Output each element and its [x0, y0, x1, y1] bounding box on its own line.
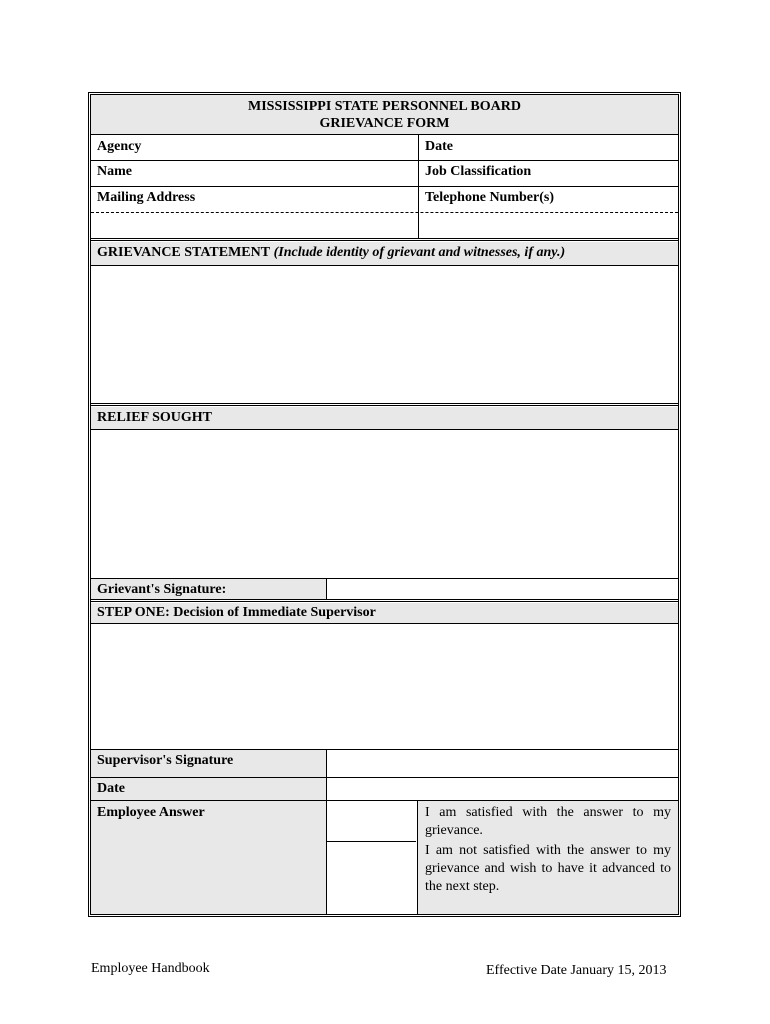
title-line-2: GRIEVANCE FORM	[319, 116, 450, 131]
supervisor-signature-label: Supervisor's Signature	[97, 753, 234, 768]
supervisor-signature-field[interactable]	[327, 750, 678, 777]
telephone-field[interactable]	[425, 189, 675, 206]
answer-options-cell	[418, 801, 678, 914]
date-label: Date	[425, 139, 453, 154]
mailing-address-label: Mailing Address	[97, 190, 196, 205]
option-not-satisfied-text: I am not satisfied with the answer to my grievance and wish to have it advanced to the next step.	[425, 843, 671, 894]
footer-right: Effective Date January 15, 2013	[486, 963, 667, 978]
grievance-statement-area[interactable]	[91, 266, 678, 403]
agency-field[interactable]	[97, 138, 417, 155]
job-classification-field[interactable]	[425, 163, 675, 180]
name-field[interactable]	[97, 163, 417, 180]
form-title	[91, 95, 678, 134]
supervisor-signature-label-cell	[91, 750, 326, 777]
not-satisfied-checkbox[interactable]	[327, 842, 416, 914]
relief-sought-label: RELIEF SOUGHT	[97, 410, 213, 425]
grievant-signature-field[interactable]	[327, 579, 678, 599]
step-one-label: STEP ONE: Decision of Immediate Supervisor	[97, 605, 376, 620]
supervisor-decision-area[interactable]	[91, 624, 678, 749]
grievance-statement-label: GRIEVANCE STATEMENT	[97, 245, 271, 260]
address-line-2[interactable]	[91, 213, 418, 238]
mailing-address-field[interactable]	[97, 189, 417, 206]
supervisor-date-label: Date	[97, 781, 125, 796]
grievance-form	[88, 92, 681, 917]
date-field[interactable]	[425, 138, 675, 155]
footer-left: Employee Handbook	[91, 961, 210, 976]
satisfied-checkbox[interactable]	[327, 801, 416, 841]
grievance-statement-header	[91, 242, 678, 265]
grievant-signature-label-cell	[91, 579, 326, 599]
agency-label: Agency	[97, 139, 142, 154]
grievance-statement-note: (Include identity of grievant and witnesses, if any.)	[273, 245, 566, 260]
telephone-label: Telephone Number(s)	[425, 190, 554, 205]
supervisor-date-label-cell	[91, 778, 326, 800]
step-one-header	[91, 603, 678, 623]
option-satisfied-text: I am satisfied with the answer to my grievance.	[425, 805, 671, 838]
title-line-1: MISSISSIPPI STATE PERSONNEL BOARD	[248, 99, 521, 114]
grievant-signature-label: Grievant's Signature:	[97, 582, 227, 597]
employee-answer-label: Employee Answer	[97, 805, 205, 820]
telephone-line-2[interactable]	[419, 213, 678, 238]
relief-sought-header	[91, 407, 678, 429]
job-classification-label: Job Classification	[425, 164, 532, 179]
relief-sought-area[interactable]	[91, 430, 678, 578]
name-label: Name	[97, 164, 132, 179]
supervisor-date-field[interactable]	[327, 778, 678, 800]
employee-answer-label-cell	[91, 801, 326, 914]
